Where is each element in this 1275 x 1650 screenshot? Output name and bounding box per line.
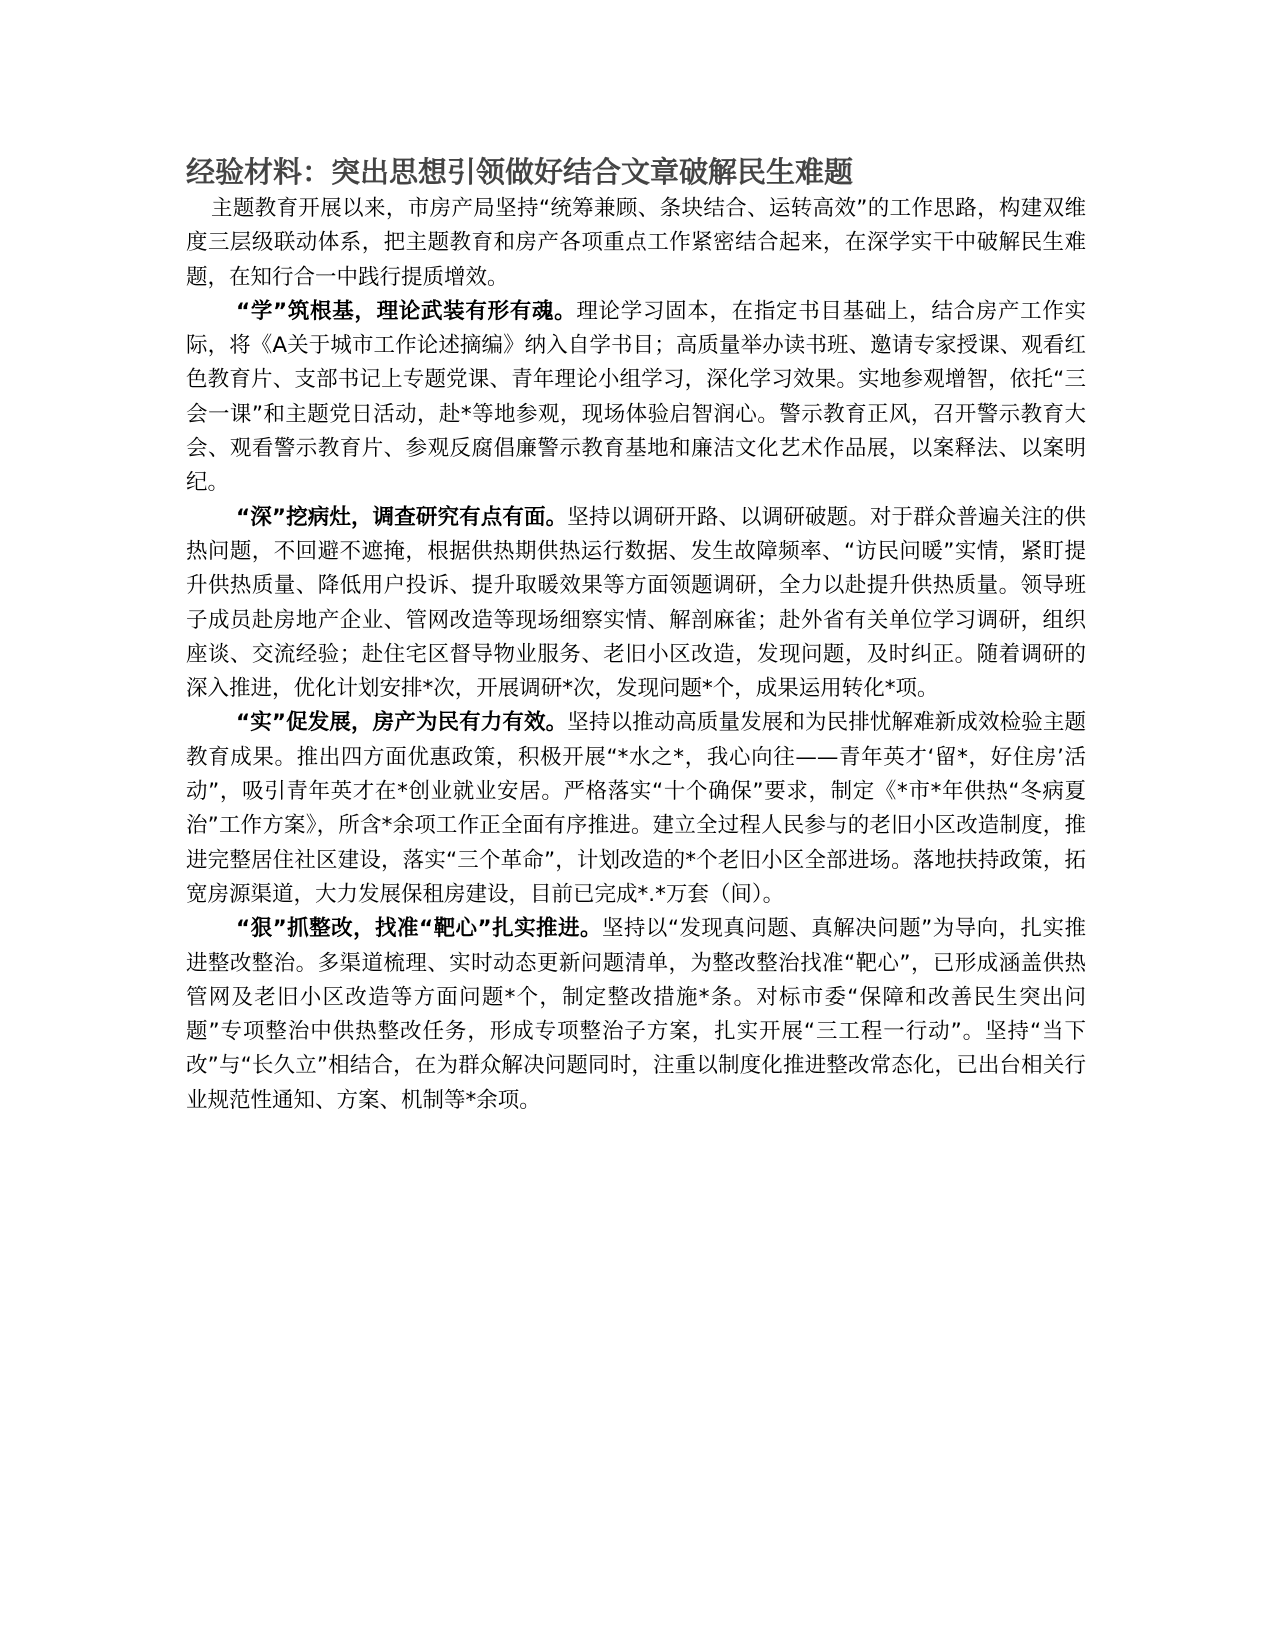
section-paragraph-research	[186, 501, 1086, 707]
section-body-study: 理论学习固本，在指定书目基础上，结合房产工作实际，将《A关于城市工作论述摘编》纳入自学书目；高质量举办读书班、邀请专家授课、观看红色教育片、支部书记上专题党课、青年理论小组学习，深化学习效果。实地参观增智，依托“三会一课”和主题党日活动，赴*等地参观，现场体验启智润心。警示教育正风，召开警示教育大会、观看警示教育片、参观反腐倡廉警示教育基地和廉洁文化艺术作品展，以案释法、以案明纪。	[186, 298, 1086, 496]
section-body-rectification: 坚持以“发现真问题、真解决问题”为导向，扎实推进整改整治。多渠道梳理、实时动态更新问题清单，为整改整治找准“靶心”，已形成涵盖供热管网及老旧小区改造等方面问题*个，制定整改措施*条。对标市委“保障和改善民生突出问题”专项整治中供热整改任务，形成专项整治子方案，扎实开展“三工程一行动”。坚持“当下改”与“长久立”相结合，在为群众解决问题同时，注重以制度化推进整改常态化，已出台相关行业规范性通知、方案、机制等*余项。	[186, 916, 1086, 1113]
section-heading-rectification: “狠”抓整改，找准“靶心”扎实推进。	[236, 916, 602, 942]
section-paragraph-rectification	[186, 912, 1086, 1118]
section-heading-research: “深”挖病灶，调查研究有点有面。	[236, 504, 568, 530]
section-body-practice: 坚持以推动高质量发展和为民排忧解难新成效检验主题教育成果。推出四方面优惠政策，积极开展“*水之*，我心向往——青年英才‘留*，好住房’活动”，吸引青年英才在*创业就业安居。严格落实“十个确保”要求，制定《*市*年供热“冬病夏治”工作方案》，所含*余项工作正全面有序推进。建立全过程人民参与的老旧小区改造制度，推进完整居住社区建设，落实“三个革命”，计划改造的*个老旧小区全部进场。落地扶持政策，拓宽房源渠道，大力发展保租房建设，目前已完成*.*万套（间）。	[186, 710, 1086, 907]
section-heading-practice: “实”促发展，房产为民有力有效。	[236, 710, 568, 736]
section-heading-study: “学”筑根基，理论武装有形有魂。	[236, 298, 577, 324]
document-title: 经验材料：突出思想引领做好结合文章破解民生难题	[186, 155, 854, 189]
intro-paragraph: 主题教育开展以来，市房产局坚持“统筹兼顾、条块结合、运转高效”的工作思路，构建双维度三层级联动体系，把主题教育和房产各项重点工作紧密结合起来，在深学实干中破解民生难题，在知行合一中践行提质增效。	[186, 196, 1086, 290]
section-paragraph-study	[186, 295, 1086, 501]
section-paragraph-practice	[186, 706, 1086, 912]
section-body-research: 坚持以调研开路、以调研破题。对于群众普遍关注的供热问题，不回避不遮掩，根据供热期供热运行数据、发生故障频率、“访民问暖”实情，紧盯提升供热质量、降低用户投诉、提升取暖效果等方面领题调研，全力以赴提升供热质量。领导班子成员赴房地产企业、管网改造等现场细察实情、解剖麻雀；赴外省有关单位学习调研，组织座谈、交流经验；赴住宅区督导物业服务、老旧小区改造，发现问题，及时纠正。随着调研的深入推进，优化计划安排*次，开展调研*次，发现问题*个，成果运用转化*项。	[186, 504, 1086, 702]
document-body	[186, 152, 1086, 1118]
